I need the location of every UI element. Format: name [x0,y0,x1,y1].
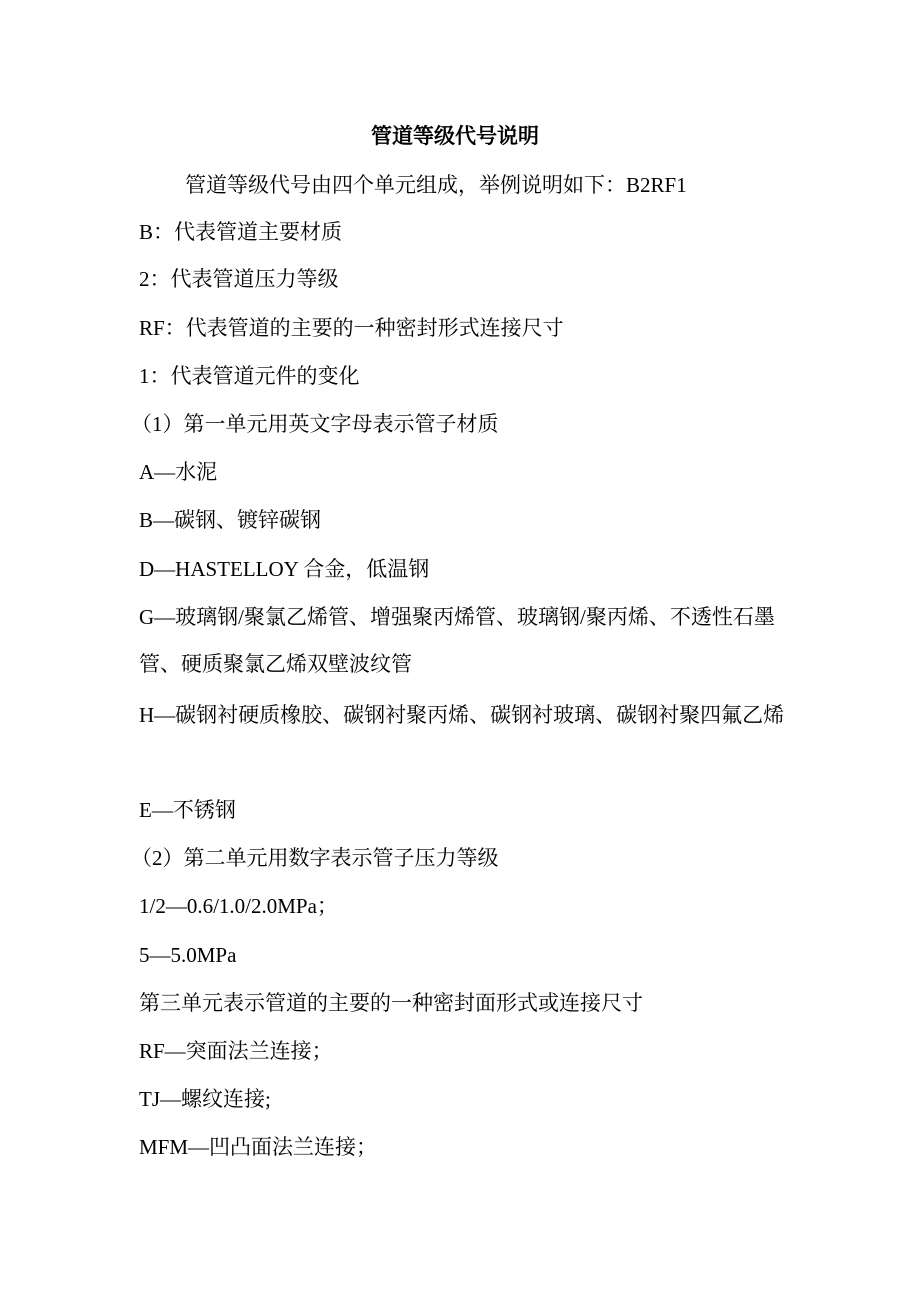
paragraph-rf-seal: RF：代表管道的主要的一种密封形式连接尺寸 [139,316,564,340]
section-3-heading: 第三单元表示管道的主要的一种密封面形式或连接尺寸 [139,991,643,1015]
section-1-heading: （1）第一单元用英文字母表示管子材质 [131,412,499,436]
list-item-g: G—玻璃钢/聚氯乙烯管、增强聚丙烯管、玻璃钢/聚丙烯、不透性石墨管、硬质聚氯乙烯双壁波纹管 [139,605,775,676]
list-item-rf: RF—突面法兰连接； [139,1039,333,1063]
list-item-mfm: MFM—凹凸面法兰连接； [139,1135,378,1159]
list-item-pressure-5: 5—5.0MPa [139,943,237,967]
intro-paragraph: 管道等级代号由四个单元组成，举例说明如下：B2RF1 [185,173,687,197]
paragraph-2-pressure: 2：代表管道压力等级 [139,267,339,291]
document-title: 管道等级代号说明 [371,123,539,148]
list-item-a: A—水泥 [139,460,218,484]
list-item-h: H—碳钢衬硬质橡胶、碳钢衬聚丙烯、碳钢衬玻璃、碳钢衬聚四氟乙烯 [139,703,785,727]
list-item-e: E—不锈钢 [139,798,236,822]
list-item-tj: TJ—螺纹连接; [139,1087,271,1111]
list-item-b: B—碳钢、镀锌碳钢 [139,508,322,532]
section-2-heading: （2）第二单元用数字表示管子压力等级 [131,846,499,870]
paragraph-1-change: 1：代表管道元件的变化 [139,364,360,388]
list-item-pressure-1-2: 1/2—0.6/1.0/2.0MPa； [139,894,338,918]
list-item-d: D—HASTELLOY 合金，低温钢 [139,557,430,581]
paragraph-b-material: B：代表管道主要材质 [139,220,343,244]
